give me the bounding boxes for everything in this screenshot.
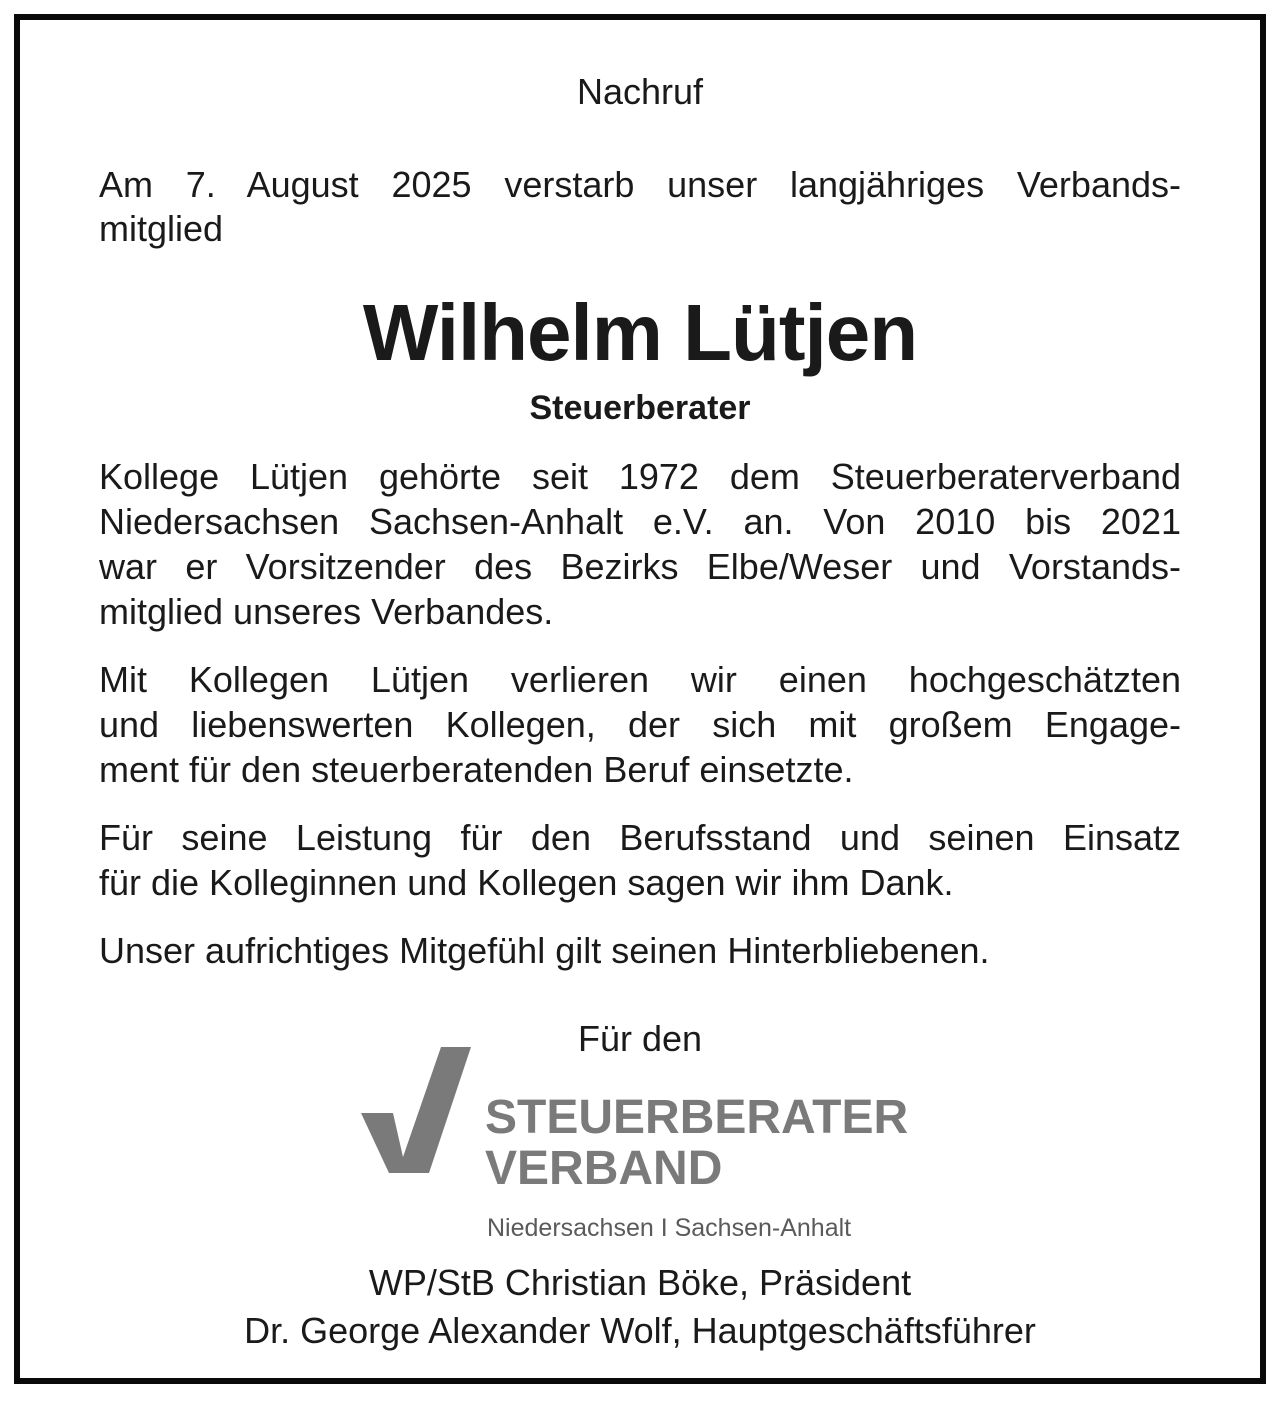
paragraph-line: und liebenswerten Kollegen, der sich mit großem Engage- [99,704,1181,745]
deceased-profession: Steuerberater [529,389,751,427]
paragraph-line: für die Kolleginnen und Kollegen sagen wir ihm Dank. [99,862,954,903]
paragraph-line: ment für den steuerberatenden Beruf einsetzte. [99,749,854,790]
paragraph-line: war er Vorsitzender des Bezirks Elbe/Weser und Vorstands- [99,546,1181,587]
for-label: Für den [577,1018,703,1059]
paragraph-condolences [99,928,1181,973]
association-logo [359,1045,939,1242]
intro-line: mitglied [99,208,224,249]
paragraph-thanks [99,815,1181,905]
logo-subtitle: Niedersachsen I Sachsen-Anhalt [487,1214,852,1242]
logo-line-2: VERBAND [485,1142,723,1195]
paragraph-line: mitglied unseres Verbandes. [99,591,554,632]
signatory-president: WP/StB Christian Böke, Präsident [368,1262,912,1303]
paragraph-line: Mit Kollegen Lütjen verlieren wir einen hochgeschätzten [99,659,1181,700]
logo-line-1: STEUERBERATER [485,1091,909,1144]
paragraph-line: Für seine Leistung für den Berufsstand und seinen Einsatz [99,817,1181,858]
paragraph-membership [99,454,1181,634]
deceased-name: Wilhelm Lütjen [362,288,918,377]
paragraph-line: Unser aufrichtiges Mitgefühl gilt seinen Hinterbliebenen. [99,930,990,971]
paragraph-line: Kollege Lütjen gehörte seit 1972 dem Steuerberaterverband [99,456,1181,497]
intro-text [99,163,1181,251]
signatory-managing-director: Dr. George Alexander Wolf, Hauptgeschäftsführer [244,1310,1036,1351]
paragraph-line: Niedersachsen Sachsen-Anhalt e.V. an. Von 2010 bis 2021 [99,501,1181,542]
obituary-frame [14,14,1266,1384]
checkmark-logo-icon [359,1045,479,1175]
obituary-heading: Nachruf [576,71,704,112]
paragraph-tribute [99,657,1181,792]
intro-line: Am 7. August 2025 verstarb unser langjähriges Verbands- [99,164,1181,205]
